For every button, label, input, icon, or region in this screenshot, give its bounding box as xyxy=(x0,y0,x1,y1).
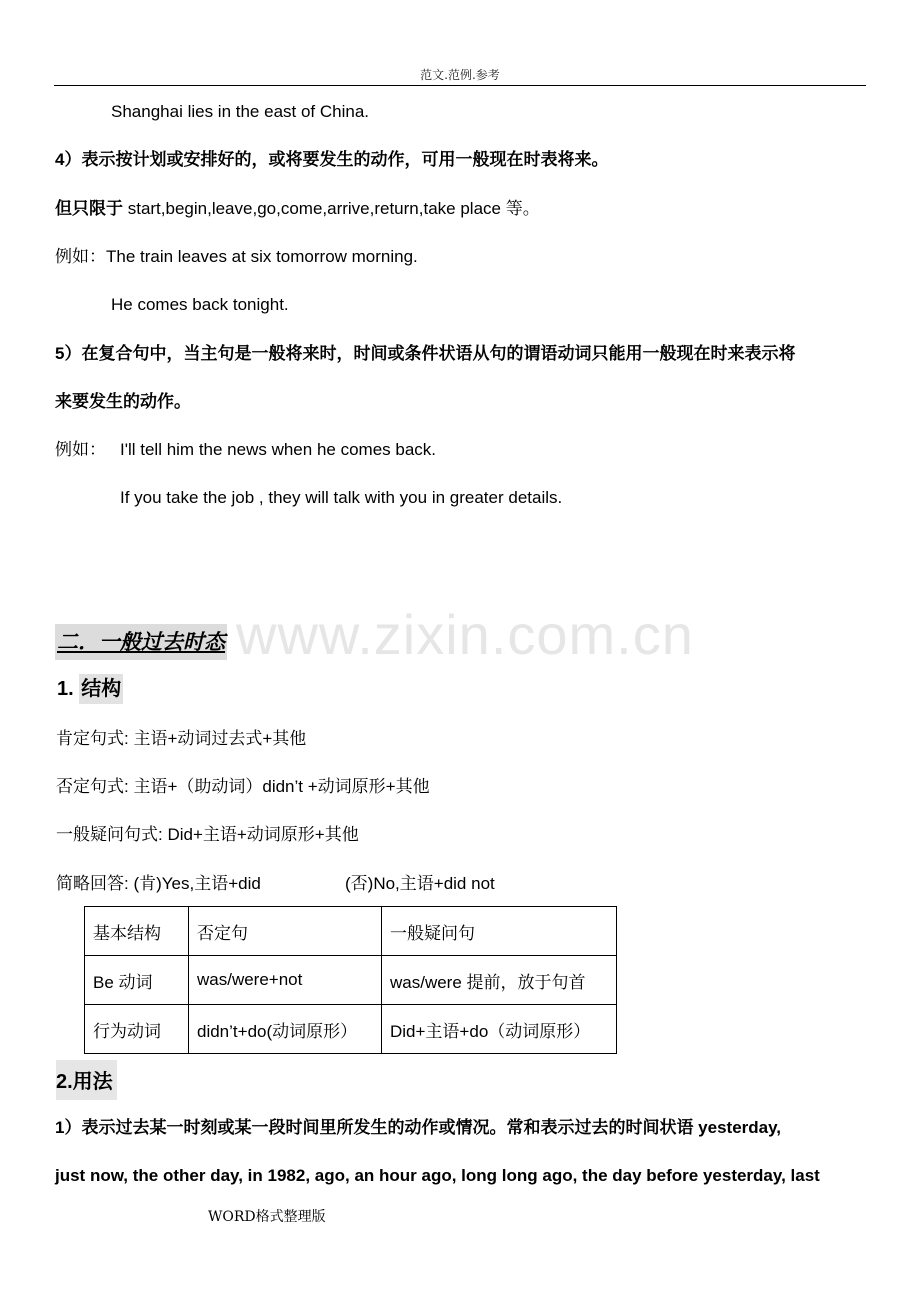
table-header-cell: 否定句 xyxy=(189,907,382,956)
short-answer-no: (否)No,主语+did not xyxy=(345,874,495,893)
section-title-simple-past: 二．一般过去时态 xyxy=(55,624,227,660)
table-cell: Be 动词 xyxy=(85,956,189,1005)
example-take-job: If you take the job , they will talk with you in greater details. xyxy=(120,488,563,507)
example-line-shanghai: Shanghai lies in the east of China. xyxy=(111,102,370,121)
table-cell: 行为动词 xyxy=(85,1005,189,1054)
rule-5-heading-cont: 来要发生的动作。 xyxy=(55,392,191,411)
negative-form: 否定句式: 主语+（助动词）didn’t +动词原形+其他 xyxy=(56,777,430,796)
short-answer-yes: 简略回答: (肯)Yes,主语+did xyxy=(56,874,261,893)
table-header-cell: 基本结构 xyxy=(85,907,189,956)
table-cell: was/were+not xyxy=(189,956,382,1005)
structure-title: 结构 xyxy=(79,674,123,704)
usage-heading: 2.用法 xyxy=(56,1060,117,1100)
table-row xyxy=(85,956,617,1005)
structure-number: 1. xyxy=(57,678,74,700)
affirmative-form: 肯定句式: 主语+动词过去式+其他 xyxy=(56,729,307,748)
table-cell: was/were 提前，放于句首 xyxy=(382,956,617,1005)
page-footer: WORD格式整理版 xyxy=(208,1209,326,1225)
limitation-verbs: start,begin,leave,go,come,arrive,return,take place 等。 xyxy=(123,199,540,218)
table-cell: Did+主语+do（动词原形） xyxy=(382,1005,617,1054)
question-form: 一般疑问句式: Did+主语+动词原形+其他 xyxy=(56,825,359,844)
watermark: www.zixin.com.cn xyxy=(236,603,694,666)
structure-heading xyxy=(57,672,123,701)
example-tell-him: I'll tell him the news when he comes back. xyxy=(120,440,437,459)
usage-rule-1-cont: just now, the other day, in 1982, ago, an hour ago, long long ago, the day before yesterday, last xyxy=(55,1166,820,1185)
rule-4-heading: 4）表示按计划或安排好的，或将要发生的动作，可用一般现在时表将来。 xyxy=(55,150,609,169)
example-label: 例如： xyxy=(55,440,106,459)
example-train: 例如：The train leaves at six tomorrow morning. xyxy=(55,247,418,266)
rule-4-limitation xyxy=(55,198,540,220)
rule-5-heading: 5）在复合句中，当主句是一般将来时，时间或条件状语从句的谓语动词只能用一般现在时来表示将 xyxy=(55,344,796,363)
page-header: 范文.范例.参考 xyxy=(420,68,500,82)
usage-rule-1: 1）表示过去某一时刻或某一段时间里所发生的动作或情况。常和表示过去的时间状语 yesterday, xyxy=(55,1118,782,1137)
table-row xyxy=(85,1005,617,1054)
table-cell: didn’t+do(动词原形） xyxy=(189,1005,382,1054)
table-header-cell: 一般疑问句 xyxy=(382,907,617,956)
limitation-label: 但只限于 xyxy=(55,199,123,218)
structure-table xyxy=(84,906,617,1054)
example-comes-back: He comes back tonight. xyxy=(111,295,289,314)
header-rule xyxy=(54,85,866,86)
table-header-row xyxy=(85,907,617,956)
